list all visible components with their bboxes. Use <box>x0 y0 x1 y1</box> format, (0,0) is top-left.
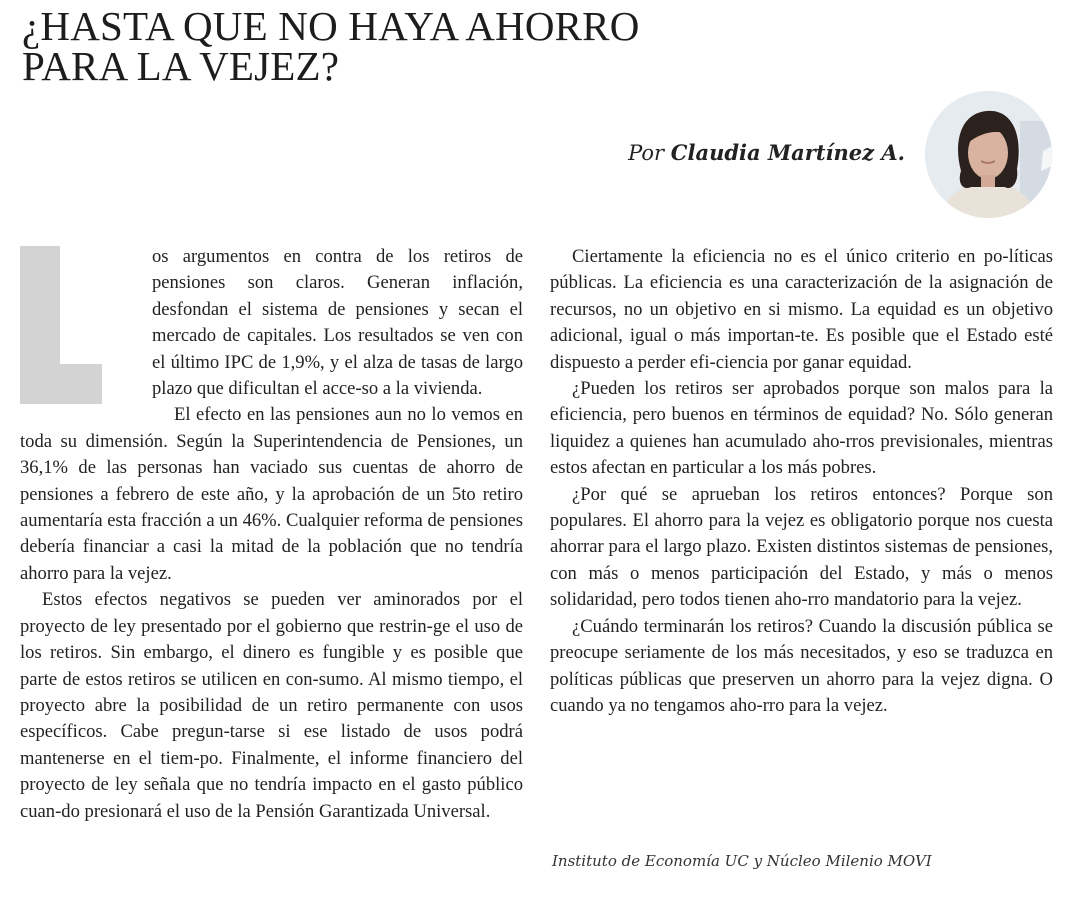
paragraph: ¿Pueden los retiros ser aprobados porque son malos para la eficiencia, pero buenos en términos de equidad? No. Sólo generan liquidez a quienes han acumulado aho-rros previsionales, mientras estos afectan en particular a los más pobres. <box>550 378 1053 479</box>
byline-prefix: Por <box>628 141 665 165</box>
paragraph: Ciertamente la eficiencia no es el único criterio en po-líticas públicas. La eficiencia es una caracterización de la asignación de recursos, no un objetivo en si mismo. La equidad es un objetivo adicional, igual o más importan-te. Es posible que el Estado esté dispuesto a perder efi-ciencia por ganar equidad. <box>550 246 1053 373</box>
author-affiliation: Instituto de Economía UC y Núcleo Milenio MOVI <box>552 852 932 870</box>
paragraph: Estos efectos negativos se pueden ver aminorados por el proyecto de ley presentado por el gobierno que restrin-ge el uso de los retiros. Sin embargo, el dinero es fungible y es posible que parte de estos retiros se utilicen en con-sumo. Al mismo tiempo, el proyecto abre la posibilidad de un retiro permanente con usos específicos. Cabe pregun-tarse si ese listado de usos podrá mantenerse en el tiem-po. Finalmente, el informe financiero del proyecto de ley señala que no tendría impacto en el gasto público cuan-do presionará el uso de la Pensión Garantizada Universal. <box>20 589 523 822</box>
paragraph: ¿Por qué se aprueban los retiros entonces? Porque son populares. El ahorro para la vejez es obligatorio porque nos cuesta ahorrar para el largo plazo. Existen distintos sistemas de pensiones, con más o menos participación del Estado, y más o menos solidaridad, pero todos tienen aho-rro mandatorio para la vejez. <box>550 483 1053 611</box>
paragraph: os argumentos en contra de los retiros de pensiones son claros. Generan inflación, desfondan el sistema de pensiones y secan el mercado de capitales. Los resultados se ven con el último IPC de 1,9%, y el alza de tasas de largo plazo que dificultan el acce-so a la vivienda. <box>152 246 523 400</box>
article-column-left <box>20 244 523 825</box>
author-photo <box>925 91 1052 218</box>
author-name: Claudia Martínez A. <box>670 140 905 165</box>
drop-cap <box>20 246 140 404</box>
byline <box>628 140 905 165</box>
article-headline: ¿HASTA QUE NO HAYA AHORRO PARA LA VEJEZ? <box>22 3 640 89</box>
paragraph: El efecto en las pensiones aun no lo vemos en toda su dimensión. Según la Superintendencia de Pensiones, un 36,1% de las personas han vaciado sus cuentas de ahorro de pensiones a febrero de este año, y la aprobación de un 5to retiro aumentaría esta fracción a un 46%. Cualquier reforma de pensiones debería financiar a casi la mitad de la población que no tendría ahorro para la vejez. <box>20 404 523 584</box>
article-column-right <box>550 244 1053 719</box>
paragraph: ¿Cuándo terminarán los retiros? Cuando la discusión pública se preocupe seriamente de los más necesitados, y eso se traduzca en políticas públicas que preserven un ahorro para la vejez digna. O cuando ya no tengamos aho-rro para la vejez. <box>550 615 1053 716</box>
